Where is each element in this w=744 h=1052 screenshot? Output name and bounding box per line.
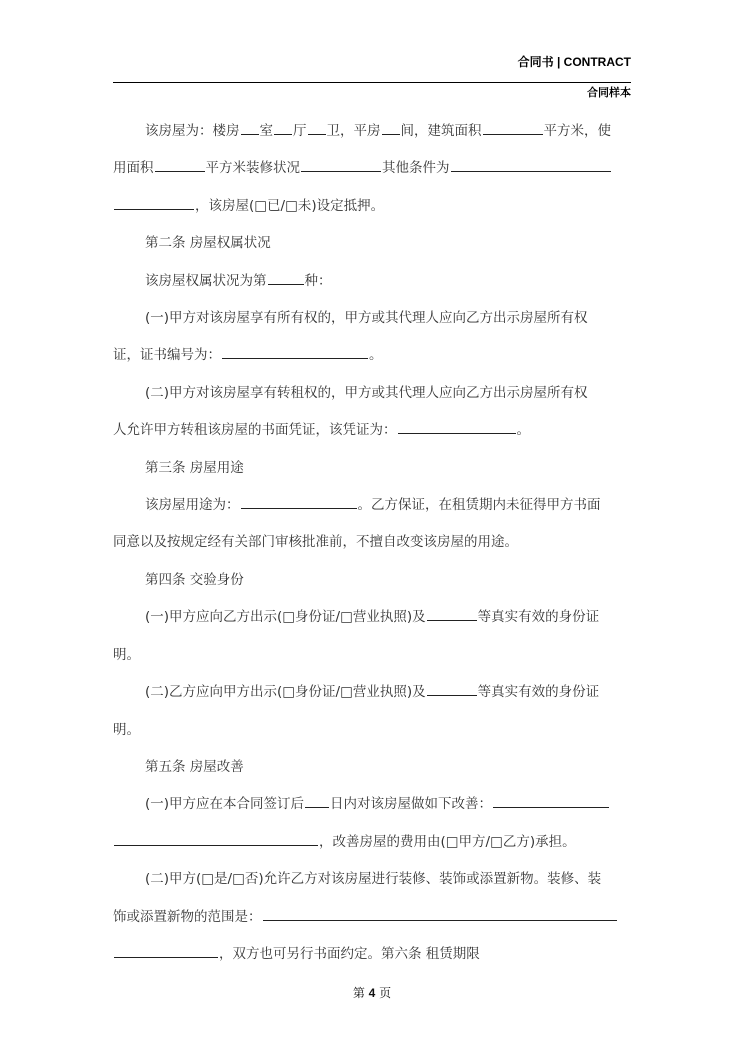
blank-party-b-id[interactable] xyxy=(427,681,477,696)
blank-party-a-id[interactable] xyxy=(427,606,477,621)
header-subtitle: 合同样本 xyxy=(587,87,631,99)
paragraph-identity-2-cont: 明。 xyxy=(113,721,140,738)
paragraph-usage-cont: 同意以及按规定经有关部门审核批准前，不擅自改变该房屋的用途。 xyxy=(113,534,518,551)
paragraph-usable-area: 用面积 平方米装修状况 其他条件为 xyxy=(113,150,631,187)
paragraph-identity-2: (二)乙方应向甲方出示(□身份证/□营业执照)及 等真实有效的身份证 xyxy=(113,674,631,711)
paragraph-certificate: 证，证书编号为： 。 xyxy=(113,337,631,374)
paragraph-improvement-cost: ，改善房屋的费用由(□甲方/□乙方)承担。 xyxy=(113,824,631,861)
header-divider xyxy=(113,82,631,83)
blank-improvement-items[interactable] xyxy=(493,793,609,808)
blank-other-conditions-cont[interactable] xyxy=(114,195,194,210)
paragraph-improvement-2: (二)甲方(□是/□否)允许乙方对该房屋进行装修、装饰或添置新物。装修、装 xyxy=(145,871,602,888)
blank-baths[interactable] xyxy=(308,120,326,135)
blank-rooms[interactable] xyxy=(241,120,259,135)
blank-improvement-days[interactable] xyxy=(305,793,329,808)
paragraph-ownership-type: 该房屋权属状况为第 种： xyxy=(113,263,631,300)
blank-decoration-status[interactable] xyxy=(301,157,381,172)
blank-improvement-items-cont[interactable] xyxy=(114,831,318,846)
page-number: 第 4 页 xyxy=(352,986,392,1000)
paragraph-mortgage: ，该房屋(□已/□未)设定抵押。 xyxy=(113,188,631,225)
paragraph-decoration-scope: 饰或添置新物的范围是： xyxy=(113,899,631,936)
paragraph-identity-1-cont: 明。 xyxy=(113,646,140,663)
article-5-heading: 第五条 房屋改善 xyxy=(145,758,244,775)
paragraph-ownership-2: (二)甲方对该房屋享有转租权的，甲方或其代理人应向乙方出示房屋所有权 xyxy=(145,384,588,401)
blank-halls[interactable] xyxy=(274,120,292,135)
article-4-heading: 第四条 交验身份 xyxy=(145,571,244,588)
blank-building-area[interactable] xyxy=(483,120,543,135)
paragraph-usage: 该房屋用途为： 。乙方保证，在租赁期内未征得甲方书面 xyxy=(113,487,631,524)
paragraph-identity-1: (一)甲方应向乙方出示(□身份证/□营业执照)及 等真实有效的身份证 xyxy=(113,599,631,636)
paragraph-ownership-1: (一)甲方对该房屋享有所有权的，甲方或其代理人应向乙方出示房屋所有权 xyxy=(145,310,588,327)
blank-ownership-type[interactable] xyxy=(268,270,304,285)
paragraph-improvement-1: (一)甲方应在本合同签订后 日内对该房屋做如下改善： xyxy=(113,786,631,823)
blank-decoration-scope[interactable] xyxy=(263,906,617,921)
blank-decoration-scope-cont[interactable] xyxy=(114,943,218,958)
blank-house-usage[interactable] xyxy=(241,494,357,509)
blank-bungalow-rooms[interactable] xyxy=(382,120,400,135)
blank-other-conditions[interactable] xyxy=(451,157,611,172)
blank-usable-area[interactable] xyxy=(155,157,205,172)
paragraph-decoration-scope-cont: ，双方也可另行书面约定。第六条 租赁期限 xyxy=(113,936,631,973)
header-title: 合同书 | CONTRACT xyxy=(517,55,631,69)
blank-sublease-proof[interactable] xyxy=(398,419,516,434)
paragraph-sublease-proof: 人允许甲方转租该房屋的书面凭证，该凭证为： 。 xyxy=(113,412,631,449)
document-body xyxy=(113,113,631,973)
article-2-heading: 第二条 房屋权属状况 xyxy=(145,235,271,252)
article-3-heading: 第三条 房屋用途 xyxy=(145,459,244,476)
paragraph-house-description: 该房屋为：楼房 室 厅 卫，平房 间，建筑面积 平方米，使 xyxy=(113,113,631,150)
blank-certificate-number[interactable] xyxy=(222,344,368,359)
